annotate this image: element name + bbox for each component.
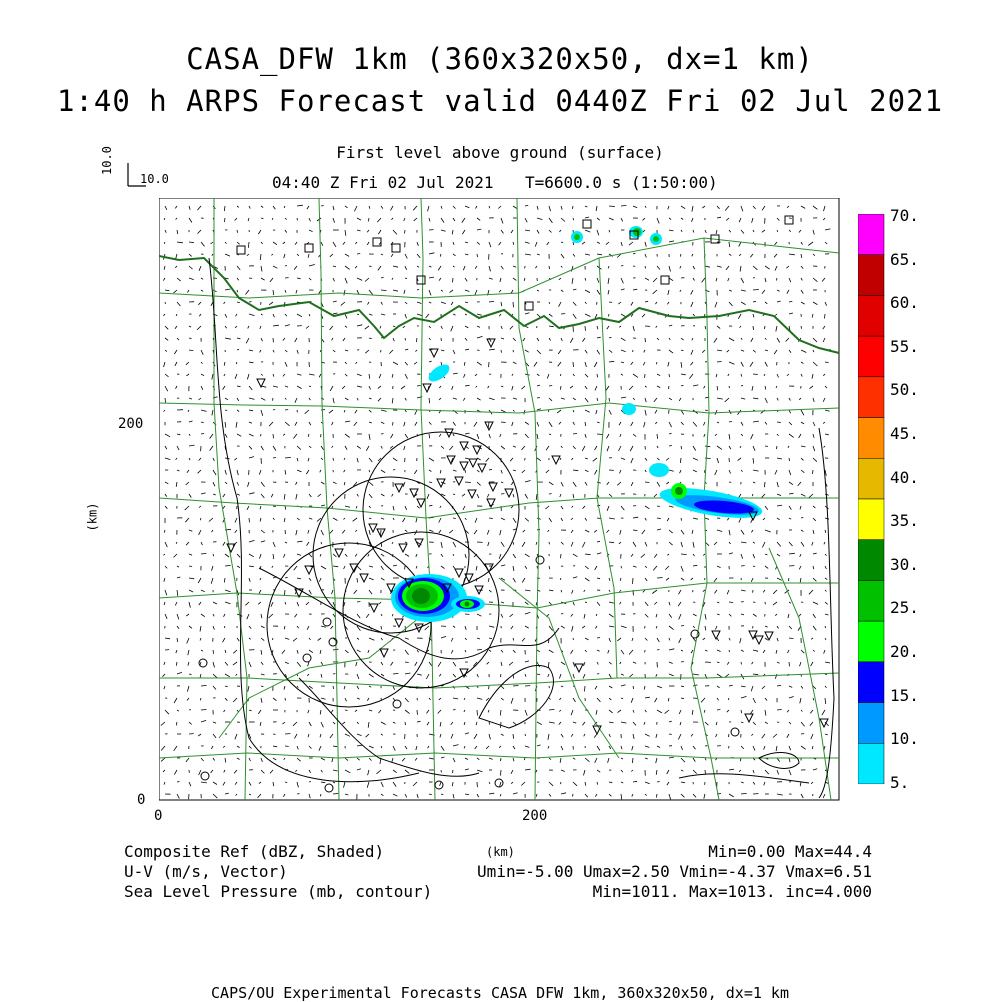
- y-axis-label: (km): [85, 503, 99, 532]
- colorbar-label: 25.: [890, 598, 919, 617]
- colorbar-label: 20.: [890, 642, 919, 661]
- colorbar-swatch: [858, 255, 884, 296]
- colorbar-label: 15.: [890, 686, 919, 705]
- colorbar-label: 45.: [890, 424, 919, 443]
- shade-field-label: Composite Ref (dBZ, Shaded): [124, 842, 384, 861]
- vector-field-label: U-V (m/s, Vector): [124, 862, 288, 881]
- vector-ref-horizontal-label: 10.0: [140, 172, 169, 186]
- colorbar-swatch: [858, 295, 884, 336]
- colorbar-swatch: [858, 336, 884, 377]
- colorbar: [858, 214, 886, 784]
- colorbar-swatch: [858, 703, 884, 744]
- valid-time: 04:40 Z Fri 02 Jul 2021: [272, 173, 494, 192]
- x-axis-label: (km): [486, 845, 515, 859]
- colorbar-swatch: [858, 377, 884, 418]
- colorbar-swatch: [858, 458, 884, 499]
- colorbar-label: 40.: [890, 468, 919, 487]
- colorbar-swatch: [858, 214, 884, 255]
- colorbar-swatch: [858, 743, 884, 784]
- vector-minmax: Umin=-5.00 Umax=2.50 Vmin=-4.37 Vmax=6.51: [477, 862, 872, 881]
- shade-minmax: Min=0.00 Max=44.4: [708, 842, 872, 861]
- colorbar-swatch: [858, 621, 884, 662]
- colorbar-swatch: [858, 580, 884, 621]
- colorbar-label: 60.: [890, 293, 919, 312]
- vector-ref-vertical-label: 10.0: [100, 146, 114, 175]
- map-plot: [159, 198, 840, 801]
- contour-minmax: Min=1011. Max=1013. inc=4.000: [593, 882, 872, 901]
- y-tick-0: 0: [137, 792, 145, 808]
- x-tick-0: 0: [154, 808, 162, 824]
- level-label: First level above ground (surface): [0, 143, 1000, 162]
- colorbar-label: 10.: [890, 729, 919, 748]
- colorbar-label: 30.: [890, 555, 919, 574]
- colorbar-swatch: [858, 418, 884, 459]
- elapsed-time: T=6600.0 s (1:50:00): [525, 173, 718, 192]
- colorbar-label: 5.: [890, 773, 909, 792]
- contour-field-label: Sea Level Pressure (mb, contour): [124, 882, 432, 901]
- colorbar-swatch: [858, 499, 884, 540]
- colorbar-swatch: [858, 662, 884, 703]
- colorbar-swatch: [858, 540, 884, 581]
- title-line-2: 1:40 h ARPS Forecast valid 0440Z Fri 02 Jul 2021: [0, 84, 1000, 118]
- colorbar-label: 50.: [890, 380, 919, 399]
- y-tick-200: 200: [118, 416, 143, 432]
- credit-line: CAPS/OU Experimental Forecasts CASA DFW 1km, 360x320x50, dx=1 km: [0, 984, 1000, 1002]
- x-tick-200: 200: [522, 808, 547, 824]
- vector-ref-icon: [120, 160, 150, 190]
- colorbar-label: 55.: [890, 337, 919, 356]
- title-line-1: CASA_DFW 1km (360x320x50, dx=1 km): [0, 42, 1000, 76]
- colorbar-label: 35.: [890, 511, 919, 530]
- colorbar-label: 65.: [890, 250, 919, 269]
- colorbar-label: 70.: [890, 206, 919, 225]
